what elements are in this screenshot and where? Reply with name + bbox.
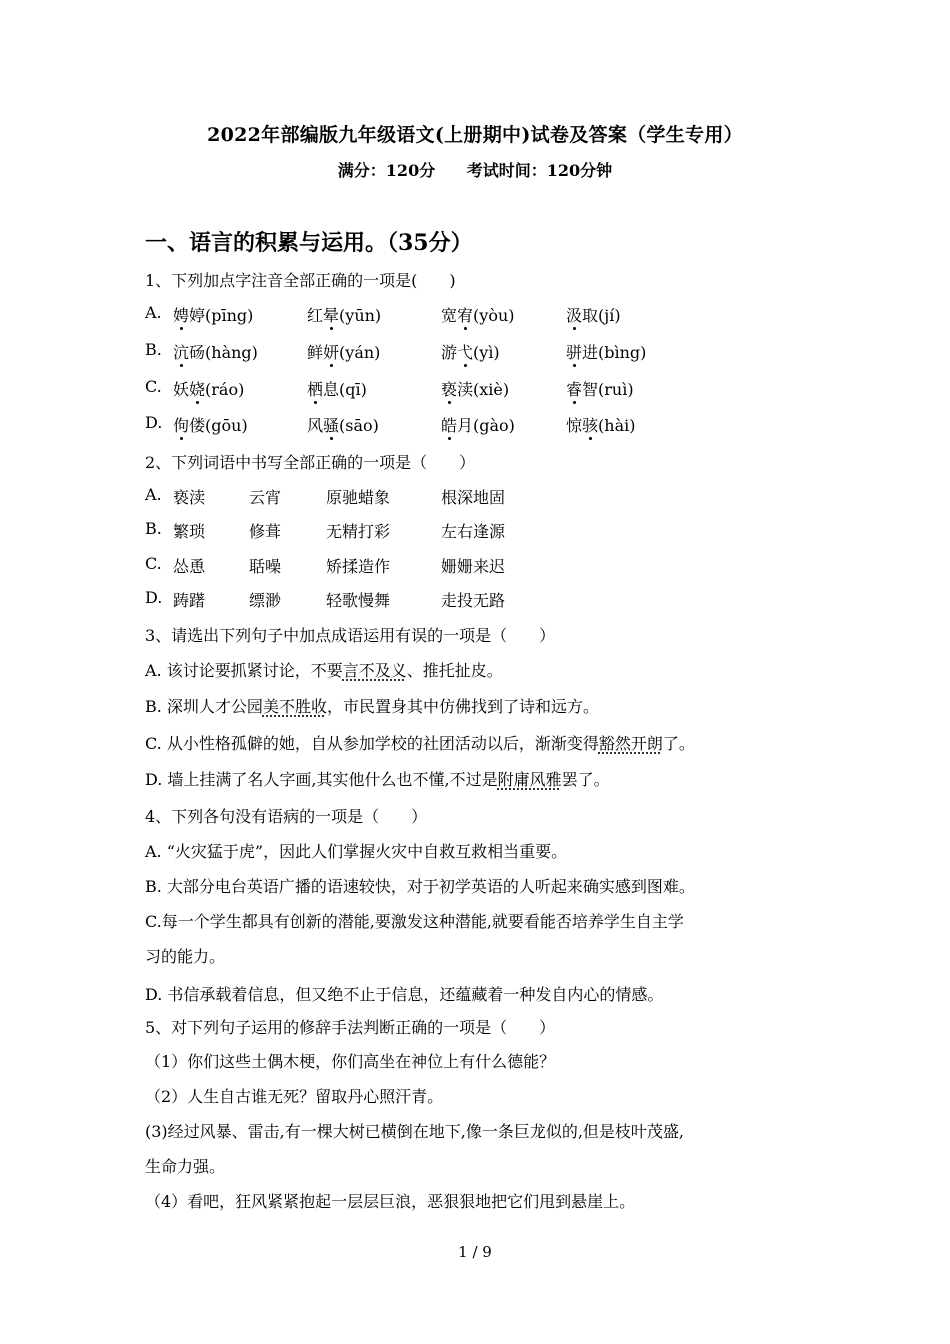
option-item: 沆砀(hàng) bbox=[173, 343, 258, 362]
section-heading: 一、语言的积累与运用。（35分） bbox=[145, 230, 473, 256]
option-item: 鲜妍(yán) bbox=[307, 343, 381, 362]
option-item: 左右逢源 bbox=[441, 522, 506, 541]
option-item: 栖息(qī) bbox=[307, 380, 367, 399]
option-label: B. bbox=[145, 340, 162, 359]
option-item: 根深地固 bbox=[441, 488, 506, 507]
option-item: 原驰蜡象 bbox=[326, 488, 391, 507]
option-label: A. bbox=[145, 485, 162, 504]
option-item: 妖娆(ráo) bbox=[173, 380, 245, 399]
option-text: A. 该讨论要抓紧讨论，不要 bbox=[145, 661, 343, 680]
option-text: ，市民置身其中仿佛找到了诗和远方。 bbox=[326, 697, 599, 716]
option-item: 汲取(jí) bbox=[566, 306, 621, 325]
q4-option-c-cont: 习的能力。 bbox=[145, 947, 226, 966]
option-text: 了。 bbox=[662, 734, 695, 753]
option-item: 繁琐 bbox=[173, 522, 206, 541]
option-label: D. bbox=[145, 588, 163, 607]
option-label: B. bbox=[145, 519, 162, 538]
question-3-stem: 3、请选出下列句子中加点成语运用有误的一项是（ ） bbox=[145, 626, 556, 645]
option-item: 睿智(ruì) bbox=[566, 380, 634, 399]
q3-option-a bbox=[145, 658, 503, 681]
q3-option-d bbox=[145, 767, 610, 790]
option-text: 、推托扯皮。 bbox=[406, 661, 503, 680]
option-text: D. 墙上挂满了名人字画,其实他什么也不懂,不过是 bbox=[145, 770, 498, 789]
option-item: 亵渎 bbox=[173, 488, 206, 507]
option-text: B. 深圳人才公园 bbox=[145, 697, 263, 716]
option-item: 宽宥(yòu) bbox=[441, 306, 515, 325]
q4-option-c: C.每一个学生都具有创新的潜能,要激发这种潜能,就要看能否培养学生自主学 bbox=[145, 912, 684, 931]
exam-time: 考试时间：120分钟 bbox=[466, 161, 613, 180]
q5-sentence-1: （1）你们这些土偶木梗，你们高坐在神位上有什么德能？ bbox=[145, 1052, 556, 1071]
option-item: 亵渎(xiè) bbox=[441, 380, 510, 399]
q5-sentence-2: （2）人生自古谁无死？留取丹心照汗青。 bbox=[145, 1087, 444, 1106]
question-2-stem: 2、下列词语中书写全部正确的一项是（ ） bbox=[145, 453, 476, 472]
option-item: 惊骇(hài) bbox=[566, 416, 636, 435]
q4-option-d: D. 书信承载着信息，但又绝不止于信息，还蕴藏着一种发自内心的情感。 bbox=[145, 985, 664, 1004]
document-title: 2022年部编版九年级语文(上册期中)试卷及答案（学生专用） bbox=[207, 124, 743, 146]
q3-option-b bbox=[145, 694, 599, 717]
question-1-stem: 1、下列加点字注音全部正确的一项是( ) bbox=[145, 271, 456, 290]
option-item: 矫揉造作 bbox=[326, 557, 391, 576]
emphasized-idiom: 豁然开朗 bbox=[598, 734, 663, 753]
option-item: 走投无路 bbox=[441, 591, 506, 610]
option-item: 踌躇 bbox=[173, 591, 206, 610]
option-item: 皓月(gào) bbox=[441, 416, 515, 435]
option-item: 怂恿 bbox=[173, 557, 206, 576]
option-text: C. 从小性格孤僻的她，自从参加学校的社团活动以后，渐渐变得 bbox=[145, 734, 599, 753]
exam-info bbox=[0, 158, 950, 181]
option-item: 云宵 bbox=[249, 488, 282, 507]
option-item: 游弋(yì) bbox=[441, 343, 500, 362]
option-item: 佝偻(gōu) bbox=[173, 416, 248, 435]
option-item: 缥渺 bbox=[249, 591, 282, 610]
q5-sentence-4: （4）看吧，狂风紧紧抱起一层层巨浪，恶狠狠地把它们甩到悬崖上。 bbox=[145, 1192, 636, 1211]
option-item: 修葺 bbox=[249, 522, 282, 541]
full-score: 满分：120分 bbox=[337, 161, 436, 180]
option-label: C. bbox=[145, 377, 162, 396]
emphasized-idiom: 附庸风雅 bbox=[497, 770, 562, 789]
option-item: 红晕(yūn) bbox=[307, 306, 382, 325]
page-number: 1 / 9 bbox=[458, 1243, 492, 1261]
q5-sentence-3-cont: 生命力强。 bbox=[145, 1157, 226, 1176]
option-item: 骈进(bìng) bbox=[566, 343, 647, 362]
option-item: 风骚(sāo) bbox=[307, 416, 379, 435]
option-text: 罢了。 bbox=[561, 770, 610, 789]
option-item: 聒噪 bbox=[249, 557, 282, 576]
option-item: 姗姗来迟 bbox=[441, 557, 506, 576]
option-label: D. bbox=[145, 413, 163, 432]
option-label: C. bbox=[145, 554, 162, 573]
q4-option-b: B. 大部分电台英语广播的语速较快，对于初学英语的人听起来确实感到图难。 bbox=[145, 877, 695, 896]
option-item: 娉婷(pīng) bbox=[173, 306, 254, 325]
q4-option-a: A. “火灾猛于虎”，因此人们掌握火灾中自救互救相当重要。 bbox=[145, 842, 568, 861]
option-item: 轻歌慢舞 bbox=[326, 591, 391, 610]
question-5-stem: 5、对下列句子运用的修辞手法判断正确的一项是（ ） bbox=[145, 1018, 556, 1037]
q3-option-c bbox=[145, 731, 695, 754]
emphasized-idiom: 美不胜收 bbox=[262, 697, 327, 716]
question-4-stem: 4、下列各句没有语病的一项是（ ） bbox=[145, 807, 428, 826]
option-item: 无精打彩 bbox=[326, 522, 391, 541]
option-label: A. bbox=[145, 303, 162, 322]
emphasized-idiom: 言不及义 bbox=[342, 661, 407, 680]
q5-sentence-3: (3)经过风暴、雷击,有一棵大树已横倒在地下,像一条巨龙似的,但是枝叶茂盛, bbox=[145, 1122, 685, 1141]
